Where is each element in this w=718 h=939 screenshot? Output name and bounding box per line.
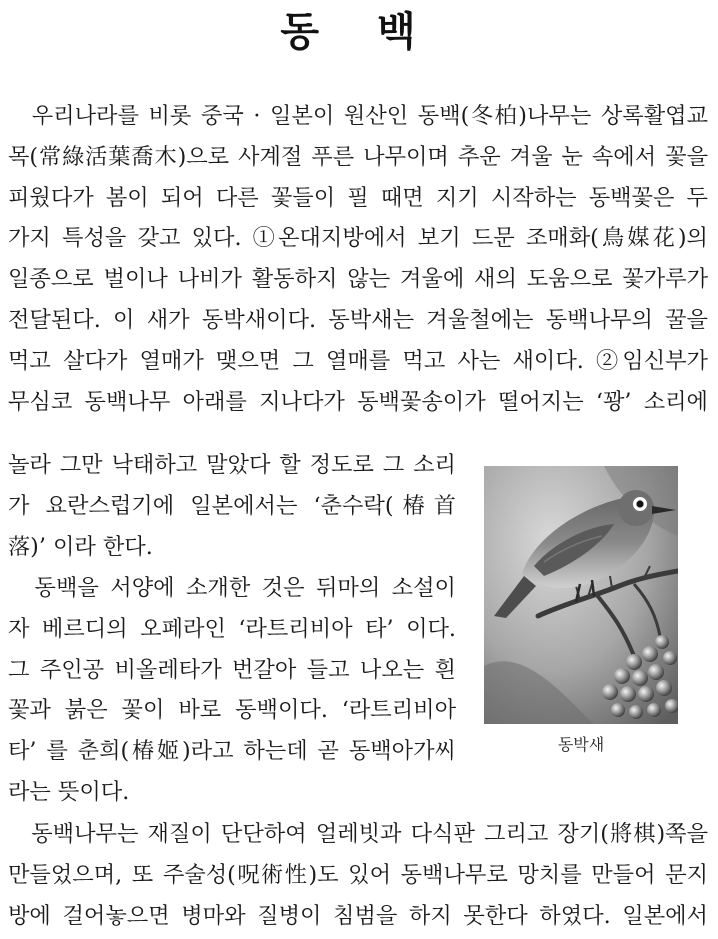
bird-photo [484, 466, 678, 724]
text-line: 라는 뜻이다. [8, 778, 130, 805]
text-line: 일종으로 벌이나 나비가 활동하지 않는 겨울에 새의 도움으로 꽃가루가 [8, 266, 708, 293]
paragraph-1-continued [8, 445, 456, 567]
text-line: 落)’ 이라 한다. [8, 533, 153, 560]
text-line: 그 주인공 비올레타가 번갈아 들고 나오는 흰 [8, 656, 456, 683]
page-title: 동 백 [280, 9, 438, 55]
text-line: 만들었으며, 또 주술성(呪術性)도 있어 동백나무로 망치를 만들어 문지 [8, 861, 708, 888]
figure-caption: 동박새 [557, 735, 605, 754]
paragraph-3 [8, 814, 708, 936]
text-line: 전달된다. 이 새가 동박새이다. 동박새는 겨울철에는 동백나무의 꿀을 [8, 306, 708, 333]
text-line: 피웠다가 봄이 되어 다른 꽃들이 필 때면 지기 시작하는 동백꽃은 두 [8, 184, 708, 211]
text-line: 무심코 동백나무 아래를 지나다가 동백꽃송이가 떨어지는 ‘꽝’ 소리에 [8, 388, 708, 415]
text-line: 우리나라를 비롯 중국 · 일본이 원산인 동백(冬柏)나무는 상록활엽교 [8, 103, 708, 129]
text-line: 동백을 서양에 소개한 것은 뒤마의 소설이 [8, 575, 456, 601]
paragraph-2 [8, 568, 456, 813]
text-line: 가 요란스럽기에 일본에서는 ‘춘수락(椿首 [8, 492, 456, 519]
text-line: 목(常綠活葉喬木)으로 사계절 푸른 나무이며 추운 겨울 눈 속에서 꽃을 [8, 143, 708, 170]
text-line: 동백나무는 재질이 단단하여 얼레빗과 다식판 그리고 장기(將棋)쪽을 [8, 821, 708, 847]
text-line: 타’ 를 춘희(椿姬)라고 하는데 곧 동백아가씨 [8, 738, 456, 765]
paragraph-1 [8, 96, 708, 422]
text-line: 가지 특성을 갖고 있다. ①온대지방에서 보기 드문 조매화(鳥媒花)의 [8, 225, 708, 252]
text-line: 꽃과 붉은 꽃이 바로 동백이다. ‘라트리비아 [8, 697, 456, 724]
text-line: 놀라 그만 낙태하고 말았다 할 정도로 그 소리 [8, 452, 456, 478]
text-line: 자 베르디의 오페라인 ‘라트리비아 타’ 이다. [8, 615, 456, 642]
text-line: 방에 걸어놓으면 병마와 질병이 침범을 하지 못한다 하였다. 일본에서 [8, 902, 708, 929]
text-line: 먹고 살다가 열매가 맺으면 그 열매를 먹고 사는 새이다. ②임신부가 [8, 347, 708, 374]
